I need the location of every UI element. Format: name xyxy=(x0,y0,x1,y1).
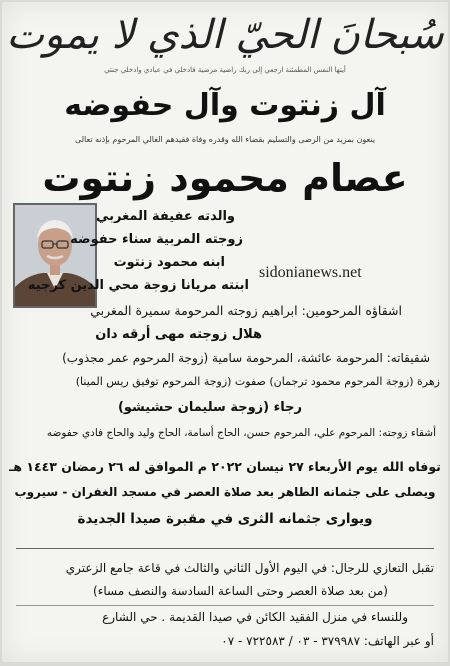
relative-line: زوجته المربية سناء حفوضه xyxy=(70,232,243,247)
condolence-line: (من بعد صلاة العصر وحتى الساعة السادسة والنصف مساء) xyxy=(93,584,388,598)
family-title: آل زنتوت وآل حفوضه xyxy=(64,88,386,123)
condolence-line: وللنساء في منزل الفقيد الكائن في صيدا القديمة . حي الشارع xyxy=(102,610,408,624)
section-divider xyxy=(16,605,434,606)
relative-line: والدته عفيفة المغربي xyxy=(95,209,235,224)
deceased-name: عصام محمود زنتوت xyxy=(42,156,408,200)
announcement-intro: ينعون بمزيد من الرضى والتسليم بقضاء الله وقدره وفاة فقيدهم الغالي المرحوم بإذنه تعالى xyxy=(74,135,376,144)
relative-line: زهرة (زوجة المرحوم محمود ترجمان) صفوت (زوجة المرحوم توفيق ريس المينا) xyxy=(75,375,440,388)
header-calligraphy: سُبحانَ الحيّ الذي لا يموت xyxy=(6,12,444,58)
relative-line: شقيقاته: المرحومة عائشة، المرحومة سامية (زوجة المرحوم عمر مجذوب) xyxy=(62,351,430,365)
funeral-prayer: ويصلى على جثمانه الطاهر بعد صلاة العصر في مسجد الغفران - سيروب xyxy=(14,485,436,499)
obituary-page xyxy=(2,2,448,662)
burial-info: ويوارى جثمانه الثرى في مقبرة صيدا الجديدة xyxy=(77,511,373,527)
death-date: توفاه الله يوم الأربعاء ٢٧ نيسان ٢٠٢٢ م الموافق له ٢٦ رمضان ١٤٤٣ هـ xyxy=(9,459,441,474)
relative-line: اشقاؤه المرحومين: ابراهيم زوجته المرحومة سميرة المغربي xyxy=(90,303,402,318)
site-watermark: sidonianews.net xyxy=(259,264,362,281)
relative-line: ابنته مريانا زوجة محي الدين كرجيه xyxy=(27,278,249,293)
section-divider xyxy=(16,548,434,549)
quran-verse: أيتها النفس المطمئنة ارجعي إلى ربك راضية مرضية فادخلي في عبادي وادخلي جنتي xyxy=(104,66,346,74)
relative-line: ابنه محمود زنتوت xyxy=(113,255,225,270)
relative-line: هلال زوجته مهى أرقه دان xyxy=(95,327,262,342)
phone-line: أو عبر الهاتف: ٣٧٩٩٨٧ - ٠٣ / ٧٢٢٥٨٣ - ٠٧ xyxy=(221,634,434,648)
condolence-line: تقبل التعازي للرجال: في اليوم الأول الثاني والثالث في قاعة جامع الزعتري xyxy=(65,561,434,575)
relative-line: رجاء (زوجة سليمان حشيشو) xyxy=(117,400,302,415)
relative-line: أشقاء زوجته: المرحوم علي، المرحوم حسن، الحاج أسامة، الحاج وليد والحاج فادي حفوضه xyxy=(46,427,436,439)
